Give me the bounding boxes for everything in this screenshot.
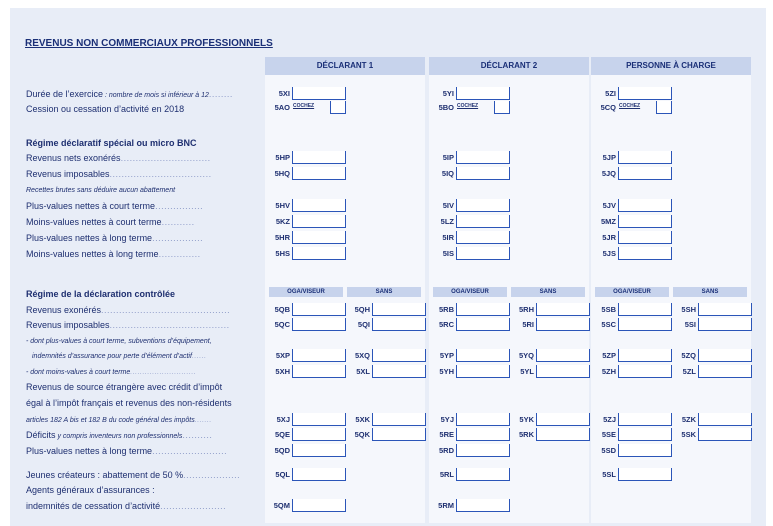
field-code-5sb: 5SB [601,305,616,314]
input-5jr[interactable] [618,231,672,244]
field-code-5rc: 5RC [438,320,454,329]
input-5hq[interactable] [292,167,346,180]
field-code-5yk: 5YK [519,415,534,424]
input-5sc[interactable] [618,318,672,331]
field-code-5hp: 5HP [275,153,290,162]
cochez-label: COCHEZ [619,103,641,109]
checkbox-code-5cq: 5CQ [600,103,616,112]
field-code-5xk: 5XK [355,415,370,424]
leader-dots: ...... [191,353,207,360]
input-5yp[interactable] [456,349,510,362]
field-code-5zh: 5ZH [601,367,616,376]
field-code-5yq: 5YQ [518,351,534,360]
subheader-oga-viseur-declarant-2: OGA/VISEUR [433,287,507,297]
checkbox-5ao[interactable] [330,101,346,114]
field-code-5si: 5SI [684,320,696,329]
row-label-text: Cession ou cessation d’activité en 2018 [26,104,185,114]
field-code-5yh: 5YH [439,367,454,376]
column-header-declarant-2: DÉCLARANT 2 [429,57,589,75]
leader-dots: .............................. [120,153,211,163]
leader-dots: ................... [183,470,241,480]
input-5hv[interactable] [292,199,346,212]
leader-dots: .................................. [109,169,212,179]
field-code-5zq: 5ZQ [681,351,696,360]
input-5yh[interactable] [456,365,510,378]
field-code-5is: 5IS [442,249,454,258]
field-code-5yj: 5YJ [440,415,454,424]
field-code-5jp: 5JP [602,153,616,162]
leader-dots: ................. [152,233,204,243]
field-code-5qk: 5QK [354,430,370,439]
input-5lz[interactable] [456,215,510,228]
input-5si[interactable] [698,318,752,331]
field-code-5ir: 5IR [442,233,454,242]
row-label-text: Revenus exonérés [26,305,102,315]
input-5xq[interactable] [372,349,426,362]
row-label [26,336,212,347]
row-label [26,470,240,481]
input-5rd[interactable] [456,444,510,457]
leader-dots: ....... [194,417,212,424]
input-5ql[interactable] [292,468,346,481]
row-label-text: Déficits [26,430,56,440]
row-label [26,185,175,196]
input-5qd[interactable] [292,444,346,457]
input-5zi[interactable] [618,87,672,100]
field-code-5xl: 5XL [356,367,370,376]
field-code-5zl: 5ZL [682,367,696,376]
leader-dots: ......................... [152,446,228,456]
input-5zh[interactable] [618,365,672,378]
row-label-text: Recettes brutes sans déduire aucun abattement [26,187,176,194]
subheader-oga-viseur-personne-a-charge: OGA/VISEUR [595,287,669,297]
input-5yk[interactable] [536,413,590,426]
row-label [32,351,207,362]
field-code-5xq: 5XQ [354,351,370,360]
row-label-text: Revenus de source étrangère avec crédit d’impôt [26,382,223,392]
input-5hp[interactable] [292,151,346,164]
row-label-text: Revenus nets exonérés [26,153,121,163]
field-code-5qm: 5QM [273,501,290,510]
row-label [26,501,226,512]
field-code-5qe: 5QE [274,430,290,439]
row-label [26,138,197,149]
field-code-5iq: 5IQ [441,169,454,178]
checkbox-5bo[interactable] [494,101,510,114]
cochez-label: COCHEZ [293,103,315,109]
input-5xh[interactable] [292,365,346,378]
field-code-5jv: 5JV [602,201,616,210]
field-code-5jr: 5JR [602,233,616,242]
input-5iq[interactable] [456,167,510,180]
field-code-5zi: 5ZI [605,89,616,98]
input-5jv[interactable] [618,199,672,212]
field-code-5sl: 5SL [602,470,616,479]
field-code-5hv: 5HV [275,201,290,210]
leader-dots: ...................... [160,501,227,511]
row-label [26,485,155,496]
input-5rl[interactable] [456,468,510,481]
input-5qc[interactable] [292,318,346,331]
input-5hr[interactable] [292,231,346,244]
row-label-note: y compris inventeurs non professionnels [55,433,183,440]
field-code-5ip: 5IP [442,153,454,162]
input-5xk[interactable] [372,413,426,426]
leader-dots: ........................................... [101,305,231,315]
field-code-5jq: 5JQ [601,169,616,178]
field-code-5hr: 5HR [274,233,290,242]
row-label-text: Moins-values nettes à long terme [26,249,159,259]
row-label [26,249,201,260]
input-5rc[interactable] [456,318,510,331]
input-5zq[interactable] [698,349,752,362]
row-label [26,367,196,378]
input-5rk[interactable] [536,428,590,441]
input-5jq[interactable] [618,167,672,180]
row-label-text: Plus-values nettes à long terme [26,233,153,243]
field-code-5sk: 5SK [681,430,696,439]
leader-dots: .............. [158,249,201,259]
leader-dots: .......... [182,430,213,440]
input-5yj[interactable] [456,413,510,426]
field-code-5yl: 5YL [520,367,534,376]
leader-dots: ................ [155,201,204,211]
row-label-text: indemnités de cessation d’activité [26,501,161,511]
row-label [26,153,211,164]
field-code-5qb: 5QB [274,305,290,314]
input-5xl[interactable] [372,365,426,378]
row-label [26,320,230,331]
section-title: REVENUS NON COMMERCIAUX PROFESSIONNELS [25,38,273,49]
input-5jp[interactable] [618,151,672,164]
field-code-5zp: 5ZP [602,351,616,360]
input-5sh[interactable] [698,303,752,316]
input-5rh[interactable] [536,303,590,316]
input-5yi[interactable] [456,87,510,100]
field-code-5yi: 5YI [442,89,454,98]
field-code-5yp: 5YP [439,351,454,360]
row-label [26,382,222,393]
input-5zj[interactable] [618,413,672,426]
input-5qm[interactable] [292,499,346,512]
field-code-5sc: 5SC [601,320,616,329]
row-label-text: Plus-values nettes à long terme [26,446,153,456]
field-code-5sd: 5SD [601,446,616,455]
row-label-text: Jeunes créateurs : abattement de 50 % [26,470,184,480]
input-5kz[interactable] [292,215,346,228]
input-5sb[interactable] [618,303,672,316]
field-code-5rl: 5RL [439,470,454,479]
leader-dots: ........................................ [109,320,230,330]
input-5is[interactable] [456,247,510,260]
checkbox-code-5bo: 5BO [438,103,454,112]
input-5zl[interactable] [698,365,752,378]
row-label [26,217,195,228]
field-code-5xh: 5XH [275,367,290,376]
field-code-5qh: 5QH [354,305,370,314]
field-code-5rk: 5RK [518,430,534,439]
field-code-5qi: 5QI [357,320,370,329]
input-5yl[interactable] [536,365,590,378]
input-5re[interactable] [456,428,510,441]
column-header-declarant-1: DÉCLARANT 1 [265,57,425,75]
row-label [26,289,175,300]
row-label-text: - dont moins-values à court terme [26,369,131,376]
field-code-5re: 5RE [439,430,454,439]
row-label [26,305,230,316]
field-code-5rm: 5RM [438,501,454,510]
row-label [26,169,212,180]
subheader-oga-viseur-declarant-1: OGA/VISEUR [269,287,343,297]
row-label-text: égal à l’impôt français et revenus des non-résidents [26,398,232,408]
field-code-5mz: 5MZ [601,217,616,226]
row-label-text: Revenus imposables [26,320,110,330]
input-5qb[interactable] [292,303,346,316]
field-code-5xi: 5XI [278,89,290,98]
row-label-text: indemnités d’assurance pour perte d’élément d’actif [32,353,192,360]
field-code-5ql: 5QL [275,470,290,479]
subheader-sans-declarant-1: SANS [347,287,421,297]
input-5sl[interactable] [618,468,672,481]
field-code-5lz: 5LZ [440,217,454,226]
row-label-text: Régime déclaratif spécial ou micro BNC [26,138,197,148]
field-code-5qc: 5QC [274,320,290,329]
input-5qk[interactable] [372,428,426,441]
subheader-sans-personne-a-charge: SANS [673,287,747,297]
input-5yq[interactable] [536,349,590,362]
input-5js[interactable] [618,247,672,260]
field-code-5rh: 5RH [518,305,534,314]
field-code-5zk: 5ZK [681,415,696,424]
input-5xi[interactable] [292,87,346,100]
field-code-5se: 5SE [601,430,616,439]
row-label [26,201,203,212]
row-label [26,415,212,426]
input-5hs[interactable] [292,247,346,260]
leader-dots: ........ [208,89,233,99]
checkbox-5cq[interactable] [656,101,672,114]
field-code-5kz: 5KZ [275,217,290,226]
input-5zp[interactable] [618,349,672,362]
subheader-sans-declarant-2: SANS [511,287,585,297]
input-5ip[interactable] [456,151,510,164]
input-5ri[interactable] [536,318,590,331]
field-code-5rd: 5RD [438,446,454,455]
input-5zk[interactable] [698,413,752,426]
row-label-text: Revenus imposables [26,169,110,179]
leader-dots: ........................... [130,369,197,376]
row-label [26,89,233,101]
field-code-5zj: 5ZJ [603,415,616,424]
input-5se[interactable] [618,428,672,441]
row-label [26,398,232,409]
field-code-5qd: 5QD [274,446,290,455]
field-code-5xp: 5XP [275,351,290,360]
row-label [26,233,203,244]
input-5qi[interactable] [372,318,426,331]
field-code-5js: 5JS [602,249,616,258]
input-5iv[interactable] [456,199,510,212]
row-label-text: - dont plus-values à court terme, subventions d’équipement, [26,338,212,345]
row-label-text: Durée de l’exercice [26,89,104,99]
input-5rm[interactable] [456,499,510,512]
input-5sd[interactable] [618,444,672,457]
row-label-text: articles 182 A bis et 182 B du code général des impôts [26,417,195,424]
column-header-personne-a-charge: PERSONNE À CHARGE [591,57,751,75]
checkbox-code-5ao: 5AO [274,103,290,112]
input-5sk[interactable] [698,428,752,441]
row-label-text: Plus-values nettes à court terme [26,201,156,211]
row-label-text: Agents généraux d’assurances : [26,485,155,495]
input-5qe[interactable] [292,428,346,441]
input-5rb[interactable] [456,303,510,316]
row-label [26,430,212,442]
cochez-label: COCHEZ [457,103,479,109]
leader-dots: ........... [161,217,195,227]
row-label [26,104,184,115]
field-code-5hs: 5HS [275,249,290,258]
field-code-5sh: 5SH [681,305,696,314]
field-code-5ri: 5RI [522,320,534,329]
field-code-5xj: 5XJ [276,415,290,424]
input-5qh[interactable] [372,303,426,316]
input-5xj[interactable] [292,413,346,426]
field-code-5hq: 5HQ [274,169,290,178]
field-code-5rb: 5RB [438,305,454,314]
input-5ir[interactable] [456,231,510,244]
field-code-5iv: 5IV [442,201,454,210]
input-5mz[interactable] [618,215,672,228]
row-label-text: Moins-values nettes à court terme [26,217,162,227]
row-label-text: Régime de la déclaration contrôlée [26,289,176,299]
input-5xp[interactable] [292,349,346,362]
row-label-note: : nombre de mois si inférieur à 12 [103,92,209,99]
row-label [26,446,227,457]
